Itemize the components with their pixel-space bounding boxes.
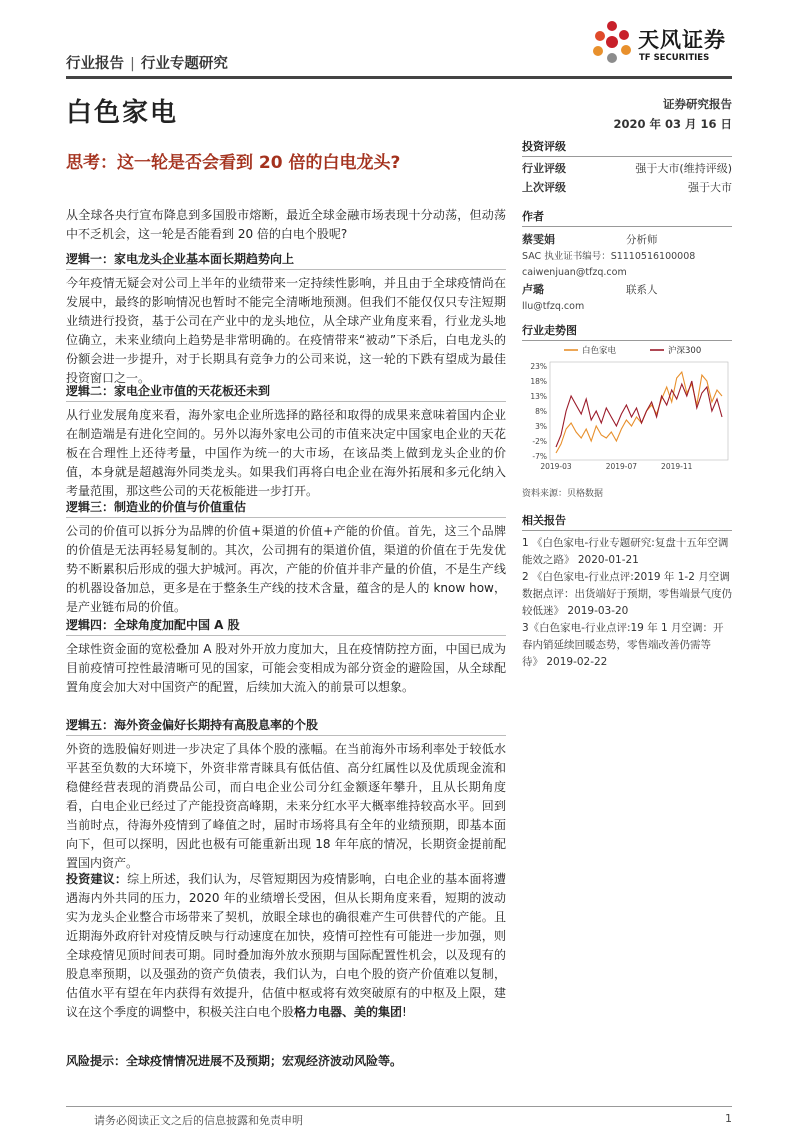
logic4-paragraph: 全球性资金面的宽松叠加 A 股对外开放力度加大，且在疫情防控方面，中国已成为目前疫情可控性最清晰可见的国家，可能会变相成为部分资金的避险国，从全球配置角度会加大对中国资产的配置，后续加大流入的前景可以想象。 <box>66 642 506 694</box>
logic5-paragraph: 外资的选股偏好则进一步决定了具体个股的涨幅。在当前海外市场利率处于较低水平甚至负数的大环境下，外资非常青睐具有低估值、高分红属性以及优质现金流和稳健经营表现的消费品公司，而白电企业公司分红金额逐年攀升，且从长期角度看，白电企业已经过了产能投资高峰期，未来分红水平大概率维持较高水平。回到当前时点，待海外疫情到了峰值之时，届时市场将具有全年的业绩预期，即基本面向下，但可以探明，因此也极有可能重新出现 18 年年底的情况，长期资金提前配置国内资产。 <box>66 742 506 870</box>
header-divider <box>66 76 732 79</box>
y-tick-label: -2% <box>532 437 547 446</box>
rating-key: 上次评级 <box>522 181 566 194</box>
footer-disclaimer[interactable]: 请务必阅读正文之后的信息披露和免责申明 <box>94 1114 303 1127</box>
report-subtitle: 思考：这一轮是否会看到 20 倍的白电龙头? <box>66 153 401 173</box>
author-email[interactable]: llu@tfzq.com <box>522 301 585 312</box>
related-section <box>522 512 732 671</box>
related-report[interactable] <box>522 569 732 620</box>
logic2-paragraph: 从行业发展角度来看，海外家电企业所选择的路径和取得的成果来意味着国内企业在制造端是有进化空间的。另外以海外家电公司的市值来决定中国家电企业的天花板在合理性上还待考量，中国作为统一的大市场，在该品类上做到龙头企业的价值，本身就是超越海外同类龙头。如果我们再将白电企业在海外拓展和多元化纳入考量范围，那这些公司的天花板能进一步打开。 <box>66 408 506 498</box>
y-tick-label: 18% <box>530 377 547 386</box>
author-row <box>522 281 732 299</box>
page-number: 1 <box>725 1112 732 1125</box>
logic3-paragraph: 公司的价值可以拆分为品牌的价值+渠道的价值+产能的价值。首先，这三个品牌的价值是无法再轻易复制的。其次，公司拥有的渠道价值，渠道的价值在于先发优势不断累积后形成的强大护城河。再次，产能的价值并非产量的价值，不是生产线的机器设备加总，更多是在于整条生产线的技术含量，蕴含的是人的 know how，是产业链布局的价值。 <box>66 524 506 614</box>
x-tick-label: 2019-03 <box>540 462 572 471</box>
footer-divider <box>66 1106 732 1107</box>
category-separator: | <box>130 56 135 72</box>
logic1-heading: 逻辑一：家电龙头企业基本面长期趋势向上 <box>66 250 506 270</box>
logic2-heading: 逻辑二：家电企业市值的天花板还未到 <box>66 382 506 402</box>
rating-row <box>522 159 732 178</box>
author-role: 联系人 <box>626 284 658 296</box>
logo-chinese-name: 天风证券 <box>638 28 726 52</box>
category-label: 行业报告 <box>66 56 124 72</box>
authors-section <box>522 208 732 315</box>
advice-highlight: 格力电器、美的集团 <box>294 1005 403 1019</box>
logo-english-name: TF SECURITIES <box>639 53 710 63</box>
trend-chart <box>522 338 732 478</box>
rating-section <box>522 138 732 197</box>
logic1-paragraph: 今年疫情无疑会对公司上半年的业绩带来一定持续性影响，并且由于全球疫情尚在发展中，最终的影响情况也暂时不能完全清晰地预测。但我们不能仅仅只专注短期业绩进行投资，基于公司在产业中的龙头地位，从全球产业角度来看，行业龙头地位确立，未来业绩向上趋势是非常明确的。在疫情带来“被动”下杀后，白电龙头的份额会进一步提升，对于长期具有竞争力的公司来说，这一轮的下跌有望成为最佳投资窗口之一。 <box>66 276 506 385</box>
logic4-heading: 逻辑四：全球角度加配中国 A 股 <box>66 616 506 636</box>
intro-paragraph: 从全球各央行宣布降息到多国股市熔断，最近全球金融市场表现十分动荡，但动荡中不乏机会，这一轮是否能看到 20 倍的白电个股呢? <box>66 208 506 241</box>
related-heading: 相关报告 <box>522 512 732 531</box>
y-tick-label: 23% <box>530 362 547 371</box>
related-report-title[interactable]: 1 《白色家电-行业专题研究:复盘十五年空调能效之路》 <box>522 537 729 566</box>
author-certificate: SAC 执业证书编号：S1110516100008 <box>522 251 696 262</box>
related-report-date: 2019-02-22 <box>546 656 608 668</box>
subcategory-label: 行业专题研究 <box>140 56 228 72</box>
related-report-date: 2020-01-21 <box>577 554 639 566</box>
y-tick-label: 13% <box>530 392 547 401</box>
related-report-date: 2019-03-20 <box>567 605 629 617</box>
y-tick-label: 8% <box>535 407 547 416</box>
flower-logo-icon <box>590 18 638 70</box>
y-tick-label: -7% <box>532 452 547 461</box>
report-type: 证券研究报告 <box>663 97 732 111</box>
related-report[interactable] <box>522 535 732 569</box>
risk-warning <box>66 1052 506 1071</box>
related-report-title[interactable]: 3《白色家电-行业点评:19 年 1 月空调：开春内销延续回暖态势，零售端改善仍需等待》 <box>522 622 724 668</box>
legend-label: 白色家电 <box>582 346 617 356</box>
rating-row <box>522 178 732 197</box>
y-tick-label: 3% <box>535 422 547 431</box>
investment-advice <box>66 870 506 1022</box>
related-report-title[interactable]: 2 《白色家电-行业点评:2019 年 1-2 月空调数据点评：出货端好于预期，零售端景气度仍较低迷》 <box>522 571 732 617</box>
trend-heading: 行业走势图 <box>522 322 732 341</box>
rating-value: 强于大市(维持评级) <box>635 162 732 175</box>
x-tick-label: 2019-11 <box>661 462 693 471</box>
trend-chart-svg <box>522 338 732 478</box>
risk-text: 全球疫情情况进展不及预期；宏观经济波动风险等。 <box>126 1054 403 1068</box>
x-tick-label: 2019-07 <box>605 462 638 471</box>
report-date: 2020 年 03 月 16 日 <box>613 117 732 131</box>
advice-text: 综上所述，我们认为，尽管短期因为疫情影响，白电企业的基本面将遭遇海内外共同的压力，2020 年的业绩增长受困，但从长期角度来看，短期的波动实为龙头企业整合市场带来了契机，放眼全球也的确很难产生可供替代的产能。且近期海外政府针对疫情反映与行动速度在加快，疫情可控性有可能进一步加强，则全球疫情见顶时间表可期。同时叠加海外放水预期与国际配置性机会，以及现有的股息率预期，以及强劲的资产负债表，我们认为，白电个股的资产价值难以复制，估值水平有望在年内获得有效提升，估值中枢或将有效突破原有的中枢及上限，建议在这个季度的调整中，积极关注白电个股 <box>66 872 506 1019</box>
author-role: 分析师 <box>626 234 658 246</box>
page-title: 白色家电 <box>66 98 179 128</box>
author-email[interactable]: caiwenjuan@tfzq.com <box>522 267 627 278</box>
author-row <box>522 231 732 249</box>
risk-label: 风险提示： <box>66 1054 127 1068</box>
logic5-heading: 逻辑五：海外资金偏好长期持有高股息率的个股 <box>66 716 506 736</box>
rating-heading: 投资评级 <box>522 138 732 157</box>
author-name: 蔡雯娟 <box>522 233 555 246</box>
related-report[interactable] <box>522 620 732 671</box>
company-logo <box>590 18 740 70</box>
chart-source: 资料来源：贝格数据 <box>522 489 604 499</box>
legend-label: 沪深300 <box>668 346 702 356</box>
advice-end: ! <box>402 1005 407 1019</box>
advice-label: 投资建议： <box>66 872 128 886</box>
rating-key: 行业评级 <box>522 162 566 175</box>
author-name: 卢璐 <box>522 283 544 296</box>
report-category <box>66 52 228 73</box>
rating-value: 强于大市 <box>688 181 732 194</box>
authors-heading: 作者 <box>522 208 732 227</box>
logic3-heading: 逻辑三：制造业的价值与价值重估 <box>66 498 506 518</box>
